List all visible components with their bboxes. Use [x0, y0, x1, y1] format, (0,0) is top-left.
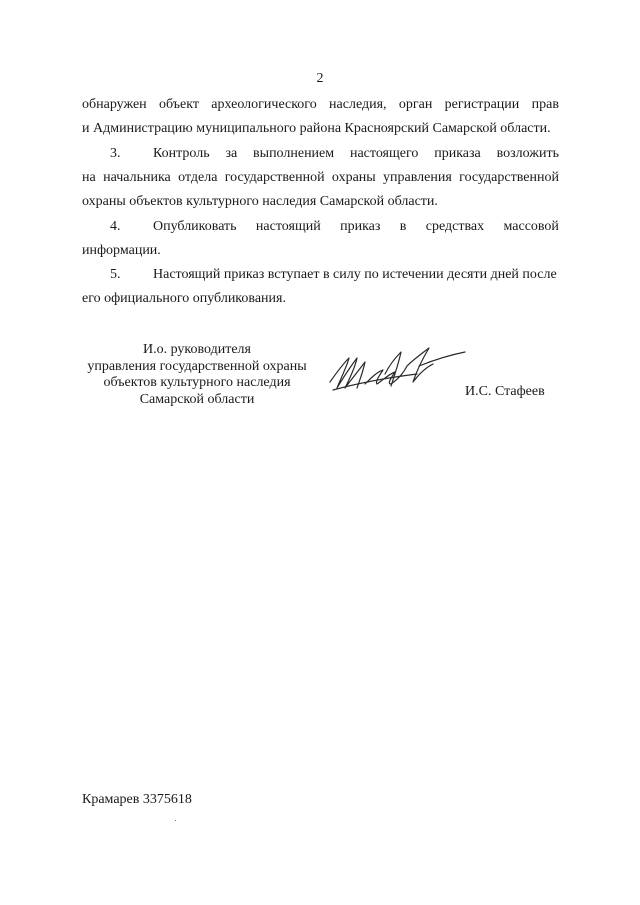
word: возложить: [496, 146, 559, 161]
handwritten-signature: [325, 344, 470, 404]
paragraph-line: [153, 146, 559, 162]
word: обнаружен: [82, 97, 147, 112]
word: охраны: [331, 170, 376, 185]
signer-position-line: объектов культурного наследия: [103, 375, 291, 390]
paragraph-line: и Администрацию муниципального района Красноярский Самарской области.: [82, 121, 551, 136]
item-number: 3.: [110, 146, 121, 161]
word: массовой: [503, 219, 559, 234]
word: на: [82, 170, 96, 185]
word: выполнением: [253, 146, 335, 161]
word: наследия,: [329, 97, 387, 112]
page-number: 2: [316, 71, 324, 86]
word: прав: [531, 97, 559, 112]
word: регистрации: [444, 97, 520, 112]
word: начальника: [103, 170, 171, 185]
word: за: [225, 146, 238, 161]
paragraph-line: охраны объектов культурного наследия Самарской области.: [82, 194, 438, 209]
word: орган: [398, 97, 433, 112]
word: приказа: [434, 146, 481, 161]
word: отдела: [178, 170, 218, 185]
word: настоящего: [349, 146, 419, 161]
paragraph-line: его официального опубликования.: [82, 291, 286, 306]
item-number: 5.: [110, 267, 121, 282]
signer-position-line: И.о. руководителя: [142, 342, 251, 357]
word: настоящий: [255, 219, 321, 234]
word: государственной: [224, 170, 325, 185]
paragraph-line: [82, 170, 559, 186]
paragraph-line: [153, 219, 559, 235]
paragraph-line: [82, 97, 559, 113]
scan-speck: [175, 820, 176, 821]
word: государственной: [459, 170, 559, 185]
word: Опубликовать: [153, 219, 237, 234]
paragraph-line: информации.: [82, 243, 161, 258]
word: в: [399, 219, 407, 234]
word: объект: [158, 97, 199, 112]
executor-contact: Крамарев 3375618: [82, 792, 192, 807]
word: управления: [383, 170, 452, 185]
signer-name: И.С. Стафеев: [465, 384, 545, 399]
word: Контроль: [153, 146, 210, 161]
paragraph-line: Настоящий приказ вступает в силу по истечении десяти дней после: [153, 267, 557, 282]
item-number: 4.: [110, 219, 121, 234]
word: средствах: [425, 219, 485, 234]
signer-position: [82, 342, 312, 408]
word: археологического: [211, 97, 317, 112]
signer-position-line: управления государственной охраны: [87, 358, 307, 374]
word: приказ: [340, 219, 381, 234]
signer-position-line: Самарской области: [139, 391, 255, 407]
